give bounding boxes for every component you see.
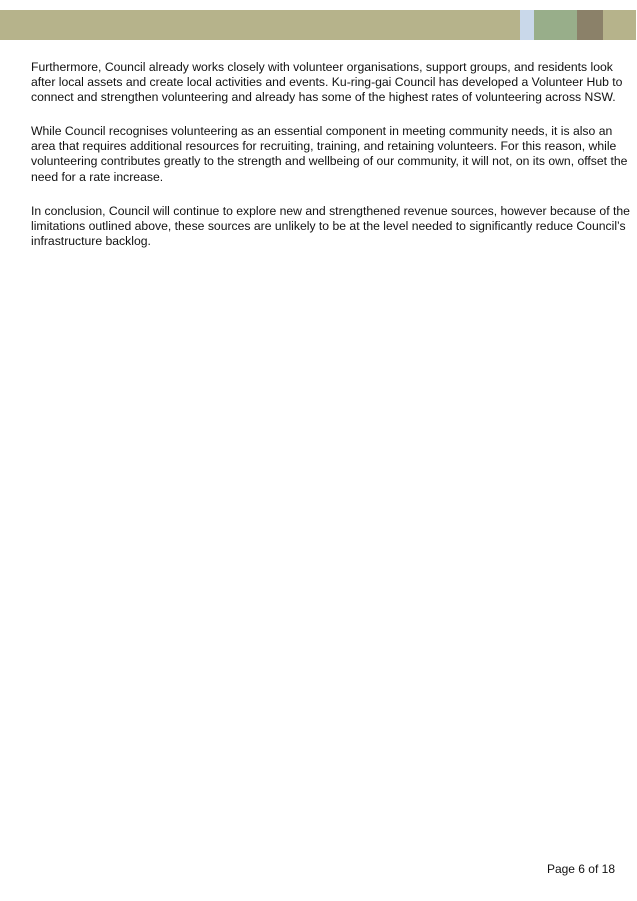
header-bar-brown	[577, 10, 603, 40]
text-line: While Council recognises volunteering as an essential component in meeting community needs, it is also an	[31, 124, 613, 139]
text-line: infrastructure backlog.	[31, 233, 151, 248]
paragraph-conclusion	[31, 203, 630, 249]
paragraph-volunteer-organisations	[31, 60, 621, 105]
header-bar-green	[534, 10, 577, 40]
header-bar-olive	[0, 10, 520, 40]
text-line: connect and strengthen volunteering and already has some of the highest rates of volunteering across NSW.	[31, 90, 616, 105]
header-bar-blue	[520, 10, 534, 40]
text-line: limitations outlined above, these sources are unlikely to be at the level needed to significantly reduce Council’s	[31, 218, 626, 233]
text-line: volunteering contributes greatly to the strength and wellbeing of our community, it will not, on its own, offset the	[31, 154, 628, 169]
text-line: after local assets and create local activities and events. Ku-ring-gai Council has developed a Volunteer Hub to	[31, 75, 623, 90]
header-bar-olive-end	[603, 10, 636, 40]
text-line: In conclusion, Council will continue to explore new and strengthened revenue sources, however because of the	[31, 203, 630, 218]
page-number: Page 6 of 18	[546, 862, 615, 876]
document-body	[31, 60, 630, 268]
text-line: need for a rate increase.	[31, 169, 164, 184]
paragraph-volunteering-resources	[31, 124, 628, 184]
text-line: Furthermore, Council already works closely with volunteer organisations, support groups, and residents look	[31, 60, 613, 74]
text-line: area that requires additional resources for recruiting, training, and retaining volunteers. For this reason, while	[31, 139, 617, 154]
